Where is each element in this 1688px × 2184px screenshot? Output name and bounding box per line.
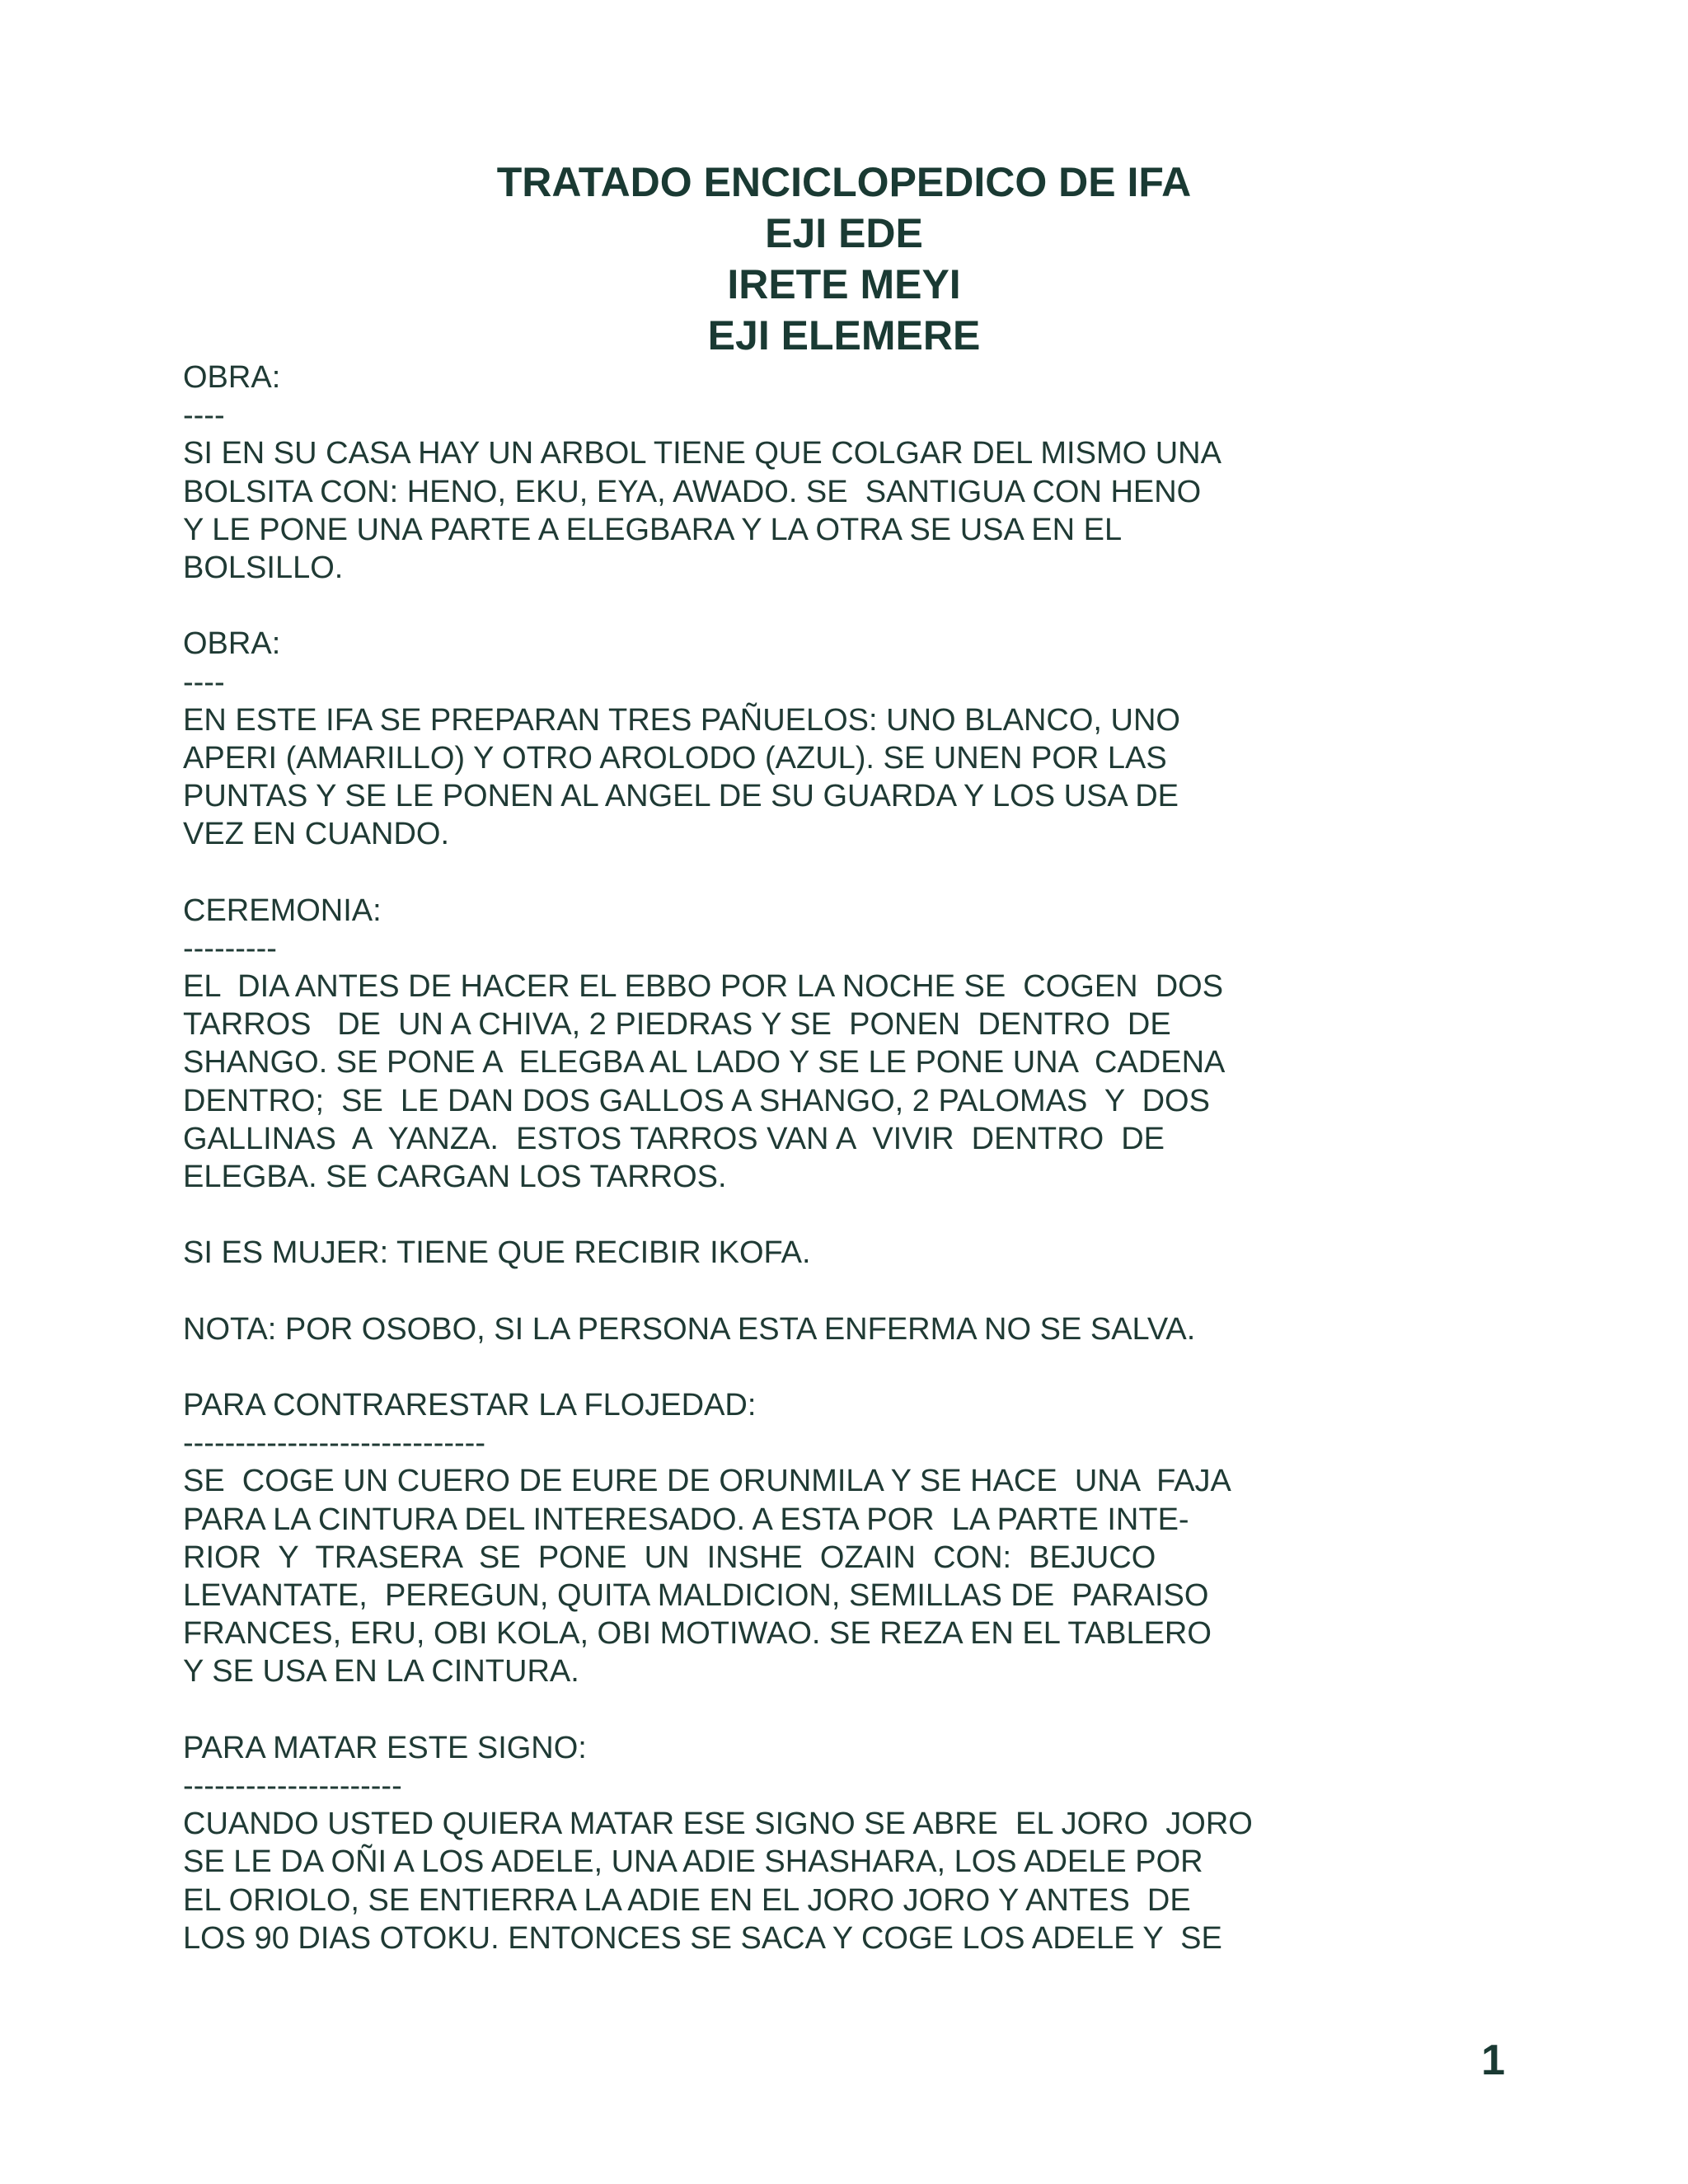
body-line: ----------------------------- <box>183 1426 485 1461</box>
body-line: BOLSITA CON: HENO, EKU, EYA, AWADO. SE SANTIGUA CON HENO <box>183 474 1202 509</box>
body-line: OBRA: <box>183 360 281 395</box>
body-line: CUANDO USTED QUIERA MATAR ESE SIGNO SE ABRE EL JORO JORO <box>183 1807 1253 1842</box>
body-line: --------------------- <box>183 1768 402 1803</box>
document-body <box>183 359 1584 1957</box>
page-number: 1 <box>1481 2036 1505 2084</box>
body-line: SHANGO. SE PONE A ELEGBA AL LADO Y SE LE PONE UNA CADENA <box>183 1045 1226 1080</box>
document-title <box>0 157 1688 361</box>
body-line: SI ES MUJER: TIENE QUE RECIBIR IKOFA. <box>183 1235 811 1271</box>
body-line <box>183 1691 1584 1729</box>
body-line: APERI (AMARILLO) Y OTRO AROLODO (AZUL). SE UNEN POR LAS <box>183 740 1167 776</box>
body-line: --------- <box>183 930 277 966</box>
body-line: PUNTAS Y SE LE PONEN AL ANGEL DE SU GUARDA Y LOS USA DE <box>183 779 1179 814</box>
title-line: TRATADO ENCICLOPEDICO DE IFA <box>496 159 1192 205</box>
body-line: PARA CONTRARESTAR LA FLOJEDAD: <box>183 1388 757 1423</box>
body-line: ---- <box>183 398 225 434</box>
body-line <box>183 587 1584 625</box>
body-line: FRANCES, ERU, OBI KOLA, OBI MOTIWAO. SE REZA EN EL TABLERO <box>183 1616 1212 1652</box>
body-line: GALLINAS A YANZA. ESTOS TARROS VAN A VIVIR DENTRO DE <box>183 1121 1165 1156</box>
body-line <box>183 1348 1584 1386</box>
body-line: LOS 90 DIAS OTOKU. ENTONCES SE SACA Y COGE LOS ADELE Y SE <box>183 1920 1222 1956</box>
body-line: OBRA: <box>183 626 281 662</box>
body-line <box>183 853 1584 891</box>
title-line: EJI EDE <box>765 210 923 256</box>
body-line: EN ESTE IFA SE PREPARAN TRES PAÑUELOS: UNO BLANCO, UNO <box>183 702 1180 738</box>
body-line: ---- <box>183 664 225 700</box>
body-line: SE LE DA OÑI A LOS ADELE, UNA ADIE SHASHARA, LOS ADELE POR <box>183 1844 1203 1880</box>
body-line: PARA MATAR ESTE SIGNO: <box>183 1730 587 1765</box>
title-line: IRETE MEYI <box>727 261 961 307</box>
body-line: Y LE PONE UNA PARTE A ELEGBARA Y LA OTRA SE USA EN EL <box>183 512 1123 547</box>
body-line: RIOR Y TRASERA SE PONE UN INSHE OZAIN CON: BEJUCO <box>183 1540 1156 1575</box>
body-line: BOLSILLO. <box>183 550 344 585</box>
title-line: EJI ELEMERE <box>707 312 981 359</box>
body-line: SI EN SU CASA HAY UN ARBOL TIENE QUE COLGAR DEL MISMO UNA <box>183 436 1221 471</box>
body-line: NOTA: POR OSOBO, SI LA PERSONA ESTA ENFERMA NO SE SALVA. <box>183 1311 1196 1347</box>
body-line: SE COGE UN CUERO DE EURE DE ORUNMILA Y SE HACE UNA FAJA <box>183 1464 1231 1499</box>
body-line: PARA LA CINTURA DEL INTERESADO. A ESTA POR LA PARTE INTE- <box>183 1502 1189 1537</box>
body-line: LEVANTATE, PEREGUN, QUITA MALDICION, SEMILLAS DE PARAISO <box>183 1578 1209 1613</box>
body-line: CEREMONIA: <box>183 893 382 928</box>
body-line: TARROS DE UN A CHIVA, 2 PIEDRAS Y SE PONEN DENTRO DE <box>183 1007 1171 1043</box>
body-line <box>183 1196 1584 1234</box>
body-line: VEZ EN CUANDO. <box>183 817 450 852</box>
body-line: EL DIA ANTES DE HACER EL EBBO POR LA NOCHE SE COGEN DOS <box>183 969 1224 1004</box>
body-line: Y SE USA EN LA CINTURA. <box>183 1654 579 1690</box>
body-line: ELEGBA. SE CARGAN LOS TARROS. <box>183 1159 727 1194</box>
body-line: EL ORIOLO, SE ENTIERRA LA ADIE EN EL JORO JORO Y ANTES DE <box>183 1882 1191 1918</box>
body-line <box>183 1272 1584 1310</box>
body-line: DENTRO; SE LE DAN DOS GALLOS A SHANGO, 2 PALOMAS Y DOS <box>183 1083 1210 1118</box>
